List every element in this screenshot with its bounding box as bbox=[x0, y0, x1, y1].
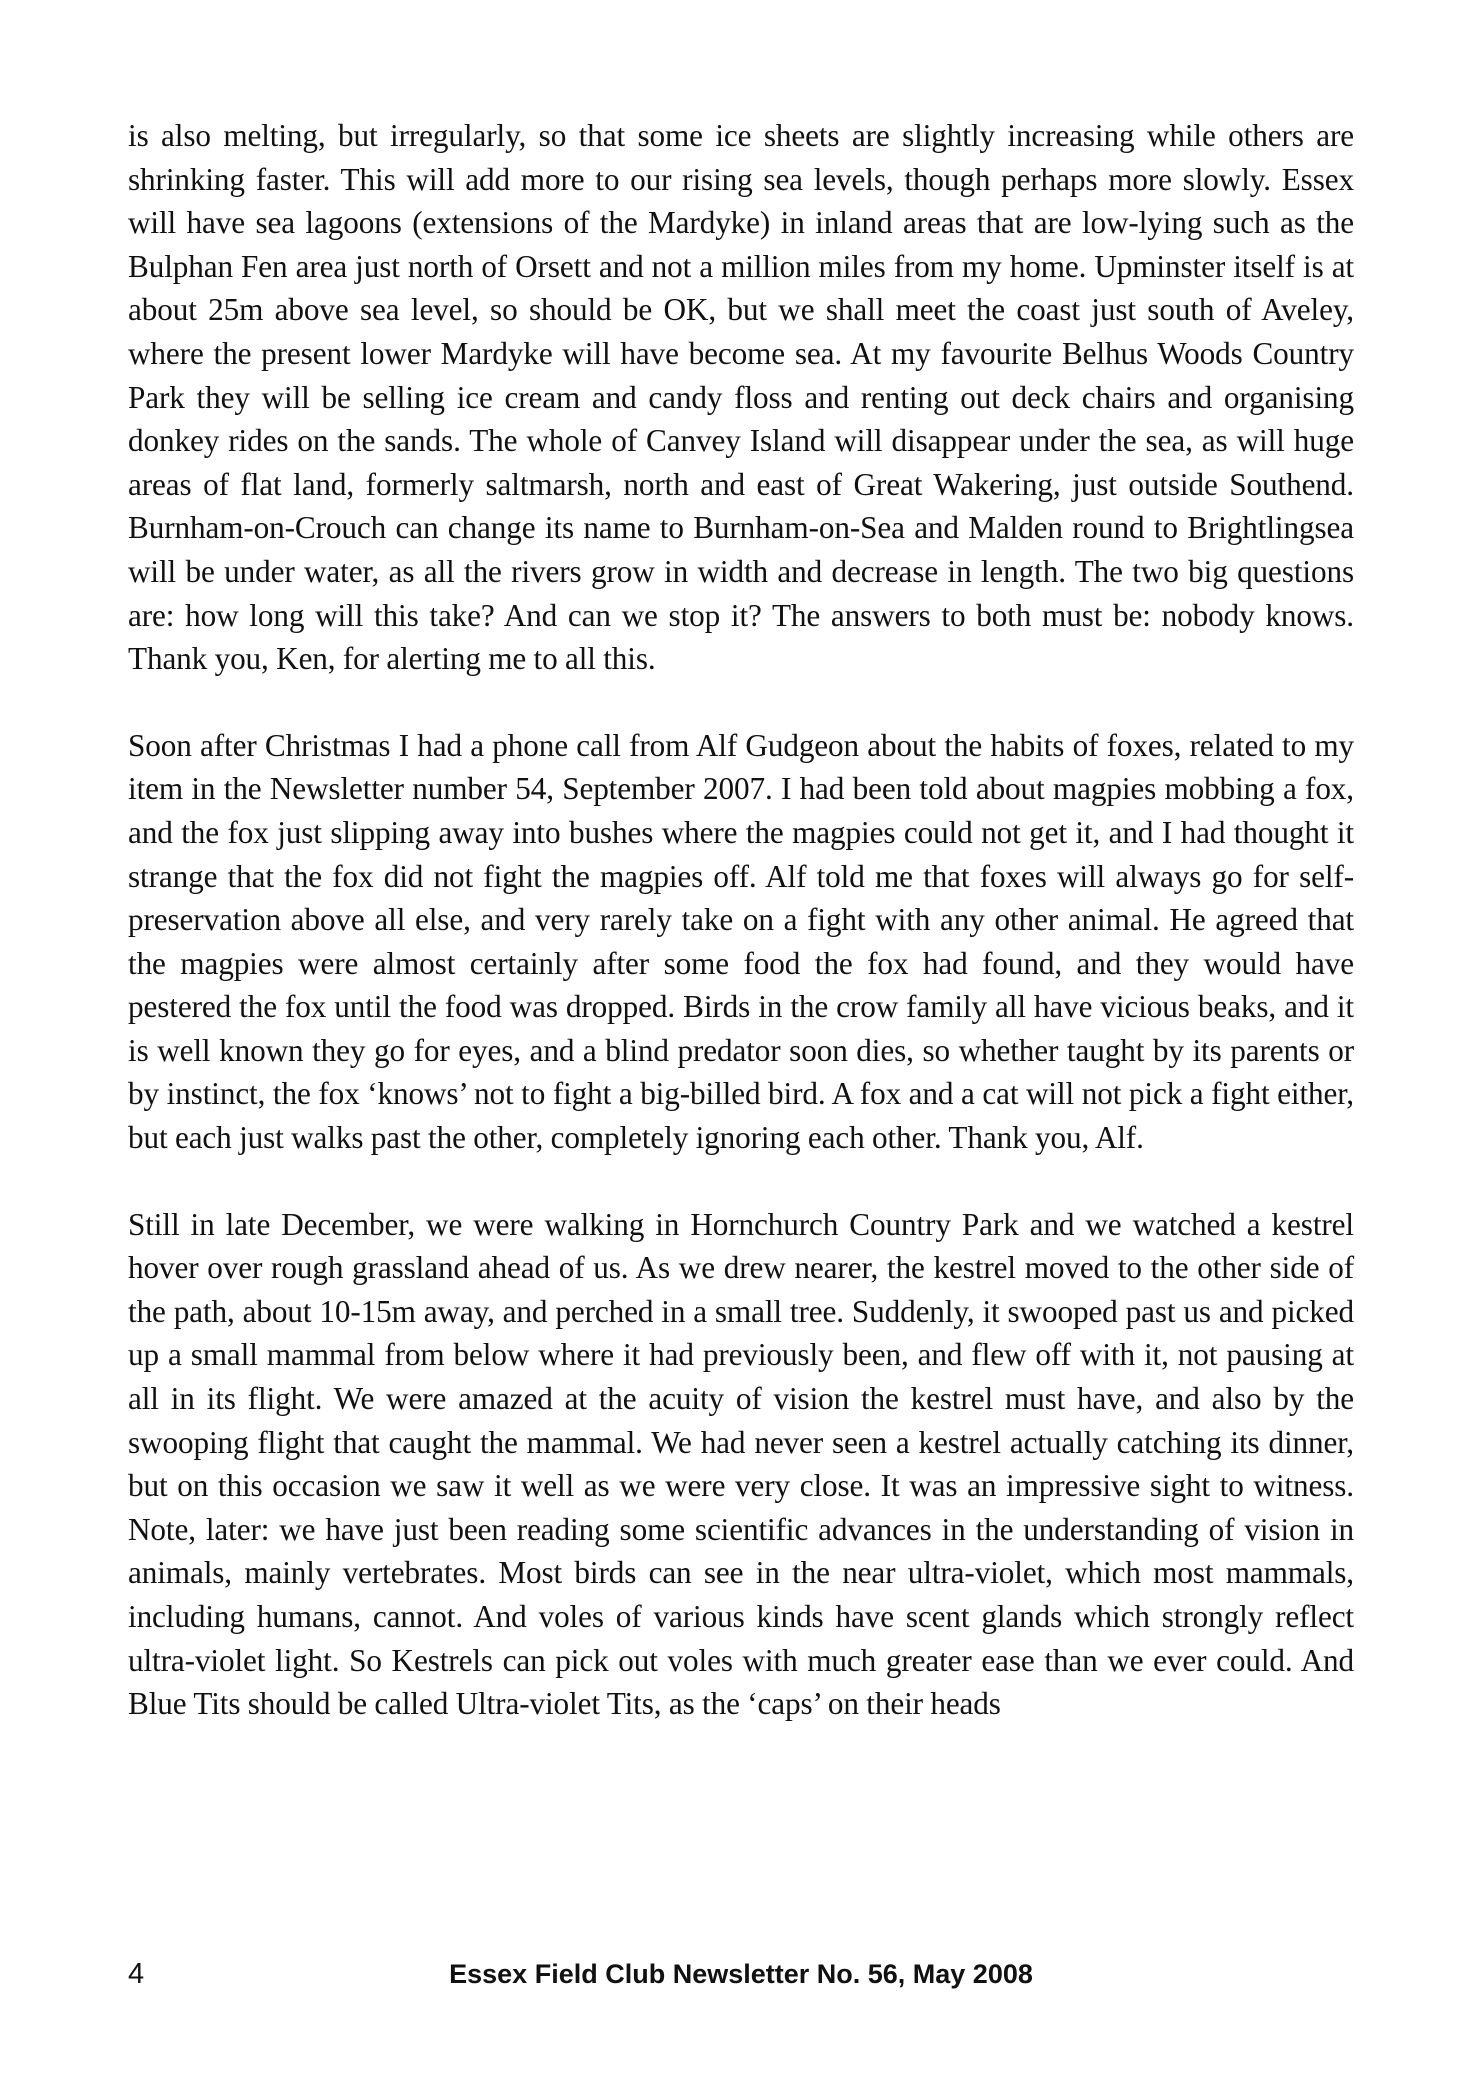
paragraph-kestrel: Still in late December, we were walking in Hornchurch Country Park and we watched a kestrel hover over rough grassland ahead of us. As we drew nearer, the kestrel moved to the other side of the path, about 10-15m away, and perched in a small tree. Suddenly, it swooped past us and picked up a small mammal from below where it had previously been, and flew off with it, not pausing at all in its flight. We were amazed at the acuity of vision the kestrel must have, and also by the swooping flight that caught the mammal. We had never seen a kestrel actually catching its dinner, but on this occasion we saw it well as we were very close. It was an impressive sight to witness. Note, later: we have just been reading some scientific advances in the understanding of vision in animals, mainly vertebrates. Most birds can see in the near ultra-violet, which most mammals, including humans, cannot. And voles of various kinds have scent glands which strongly reflect ultra-violet light. So Kestrels can pick out voles with much greater ease than we ever could. And Blue Tits should be called Ultra-violet Tits, as the ‘caps’ on their heads bbox=[128, 1206, 1354, 1722]
newsletter-title: Essex Field Club Newsletter No. 56, May 2008 bbox=[449, 1959, 1033, 1989]
page-footer bbox=[128, 1955, 1354, 1995]
paragraph-sea-levels: is also melting, but irregularly, so that some ice sheets are slightly increasing while others are shrinking faster. This will add more to our rising sea levels, though perhaps more slowly. Essex will have sea lagoons (extensions of the Mardyke) in inland areas that are low-lying such as the Bulphan Fen area just north of Orsett and not a million miles from my home. Upminster itself is at about 25m above sea level, so should be OK, but we shall meet the coast just south of Aveley, where the present lower Mardyke will have become sea. At my favourite Belhus Woods Country Park they will be selling ice cream and candy floss and renting out deck chairs and organising donkey rides on the sands. The whole of Canvey Island will disappear under the sea, as will huge areas of flat land, formerly saltmarsh, north and east of Great Wakering, just outside Southend. Burnham-on-Crouch can change its name to Burnham-on-Sea and Malden round to Brightlingsea will be under water, as all the rivers grow in width and decrease in length. The two big questions are: how long will this take? And can we stop it? The answers to both must be: nobody knows. Thank you, Ken, for alerting me to all this. bbox=[128, 118, 1354, 677]
article-body bbox=[128, 114, 1354, 1769]
page-number: 4 bbox=[128, 1958, 145, 1990]
paragraph-foxes: Soon after Christmas I had a phone call from Alf Gudgeon about the habits of foxes, related to my item in the Newsletter number 54, September 2007. I had been told about magpies mobbing a fox, and the fox just slipping away into bushes where the magpies could not get it, and I had thought it strange that the fox did not fight the magpies off. Alf told me that foxes will always go for self-preservation above all else, and very rarely take on a fight with any other animal. He agreed that the magpies were almost certainly after some food the fox had found, and they would have pestered the fox until the food was dropped. Birds in the crow family all have vicious beaks, and it is well known they go for eyes, and a blind predator soon dies, so whether taught by its parents or by instinct, the fox ‘knows’ not to fight a big-billed bird. A fox and a cat will not pick a fight either, but each just walks past the other, completely ignoring each other. Thank you, Alf. bbox=[128, 727, 1354, 1156]
